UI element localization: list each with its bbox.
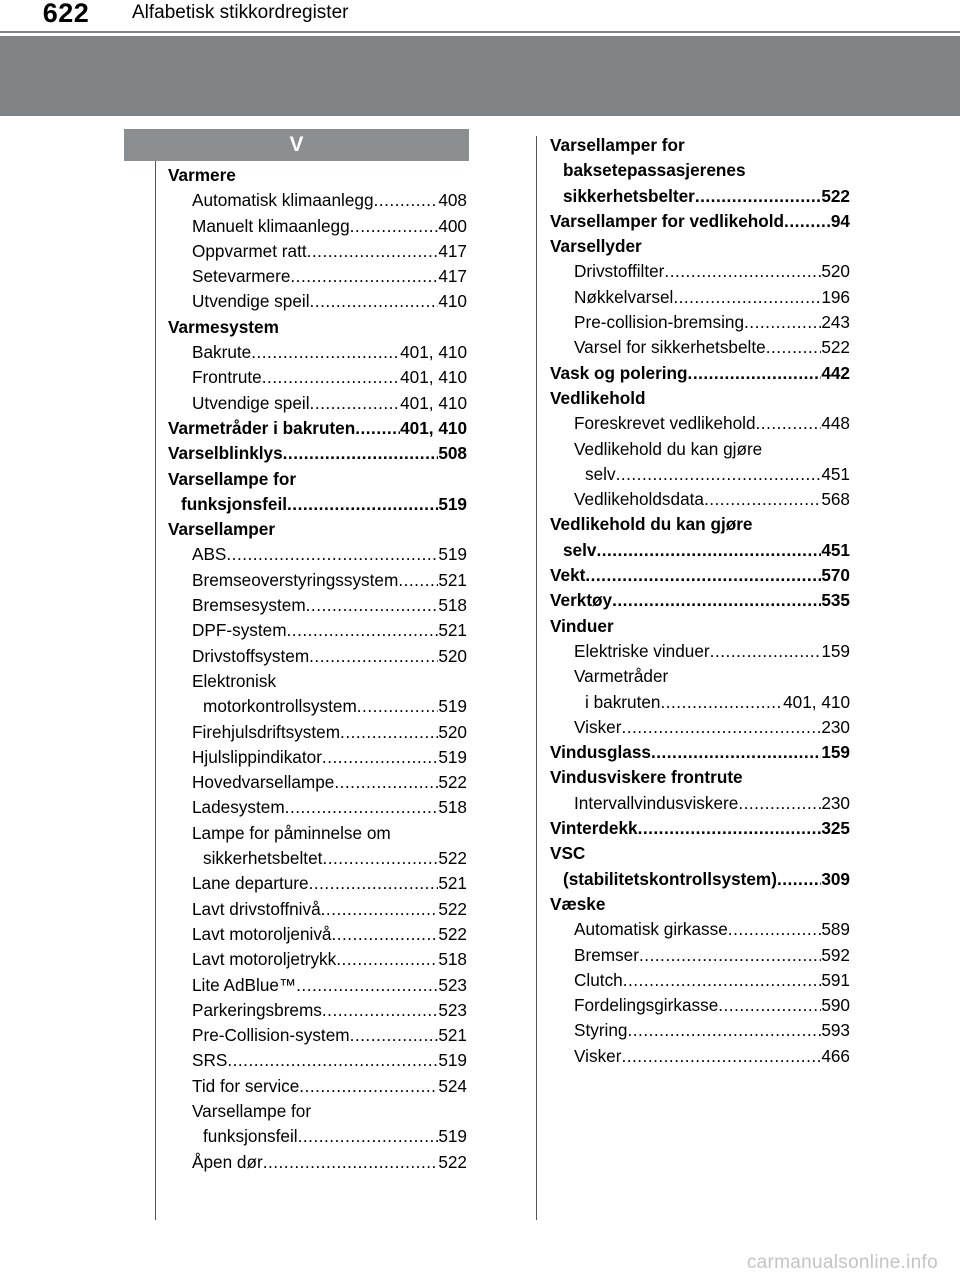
- index-entry: [550, 361, 850, 386]
- index-entry: [550, 411, 850, 436]
- index-entry: [550, 310, 850, 335]
- dot-leader: [287, 492, 438, 517]
- index-entry: [168, 1074, 467, 1099]
- index-entry: [550, 437, 850, 462]
- entry-label: Foreskrevet vedlikehold: [574, 413, 756, 434]
- index-column-right: [550, 133, 850, 1069]
- dot-leader: [334, 770, 438, 795]
- entry-page-ref: 522: [821, 185, 850, 206]
- entry-label: Varsellyder: [550, 236, 642, 257]
- running-title: Alfabetisk stikkordregister: [132, 2, 349, 23]
- dot-leader: [263, 1150, 439, 1175]
- section-letter-heading: V: [124, 129, 469, 161]
- dot-leader: [298, 1124, 439, 1149]
- index-entry: [168, 1124, 467, 1149]
- dot-leader: [623, 968, 822, 993]
- entry-page-ref: 519: [438, 544, 467, 565]
- dot-leader: [306, 593, 439, 618]
- index-entry: [550, 1044, 850, 1069]
- dot-leader: [718, 993, 821, 1018]
- entry-page-ref: 522: [438, 898, 467, 919]
- entry-label: Lampe for påminnelse om: [192, 822, 391, 843]
- entry-label: SRS: [192, 1050, 228, 1071]
- entry-label: Clutch: [574, 969, 623, 990]
- entry-page-ref: 568: [821, 489, 850, 510]
- entry-page-ref: 230: [821, 792, 850, 813]
- entry-label: Vedlikehold: [550, 387, 646, 408]
- entry-label: Vindusglass: [550, 742, 651, 763]
- entry-label: Vinduer: [550, 615, 614, 636]
- entry-page-ref: 519: [438, 1050, 467, 1071]
- entry-page-ref: 448: [821, 413, 850, 434]
- dot-leader: [596, 538, 821, 563]
- entry-page-ref: 417: [438, 266, 467, 287]
- index-entry: [168, 1023, 467, 1048]
- entry-label: Varmetråder: [574, 666, 669, 687]
- dot-leader: [784, 209, 831, 234]
- entry-page-ref: 401, 410: [400, 417, 467, 438]
- entry-page-ref: 518: [438, 949, 467, 970]
- entry-page-ref: 522: [438, 772, 467, 793]
- entry-page-ref: 94: [830, 210, 850, 231]
- index-entry: [168, 922, 467, 947]
- entry-label: funksjonsfeil: [203, 1126, 298, 1147]
- dot-leader: [728, 917, 822, 942]
- index-entry: [168, 795, 467, 820]
- entry-page-ref: 400: [438, 215, 467, 236]
- dot-leader: [612, 588, 821, 613]
- dot-leader: [628, 1018, 822, 1043]
- dot-leader: [310, 289, 439, 314]
- entry-page-ref: 593: [821, 1020, 850, 1041]
- index-entry: [550, 867, 850, 892]
- index-entry: [550, 614, 850, 639]
- entry-label: Pre-Collision-system: [192, 1025, 350, 1046]
- dot-leader: [695, 184, 821, 209]
- entry-label: Varsellamper for: [550, 135, 685, 155]
- index-entry: [550, 234, 850, 259]
- dot-leader: [283, 441, 439, 466]
- entry-page-ref: 230: [821, 716, 850, 737]
- entry-page-ref: 417: [438, 240, 467, 261]
- entry-label: Styring: [574, 1020, 628, 1041]
- index-entry: [168, 315, 467, 340]
- entry-page-ref: 519: [438, 696, 467, 717]
- entry-page-ref: 522: [438, 1151, 467, 1172]
- index-entry: [550, 462, 850, 487]
- entry-page-ref: 401, 410: [783, 691, 850, 712]
- entry-page-ref: 524: [438, 1075, 467, 1096]
- entry-page-ref: 521: [438, 620, 467, 641]
- index-entry: [168, 391, 467, 416]
- entry-page-ref: 408: [438, 190, 467, 211]
- index-entry: [550, 158, 850, 183]
- dot-leader: [688, 361, 822, 386]
- entry-label: Hjulslippindikator: [192, 746, 322, 767]
- index-entry: [168, 239, 467, 264]
- entry-label: Vindusviskere frontrute: [550, 767, 743, 788]
- dot-leader: [340, 720, 438, 745]
- index-entry: [550, 588, 850, 613]
- entry-label: Utvendige speil: [192, 291, 310, 312]
- dot-leader: [296, 973, 438, 998]
- dot-leader: [287, 618, 439, 643]
- entry-page-ref: 196: [821, 286, 850, 307]
- entry-label: Elektronisk: [192, 670, 277, 691]
- dot-leader: [336, 947, 438, 972]
- index-entry: [168, 593, 467, 618]
- entry-label: Nøkkelvarsel: [574, 286, 674, 307]
- dot-leader: [310, 391, 401, 416]
- index-entry: [550, 993, 850, 1018]
- entry-label: selv: [585, 463, 616, 484]
- entry-label: Manuelt klimaanlegg: [192, 215, 350, 236]
- index-entry: [168, 289, 467, 314]
- entry-label: Varmere: [168, 165, 236, 185]
- entry-label: Parkeringsbrems: [192, 999, 322, 1020]
- index-entry: [168, 365, 467, 390]
- entry-label: Verktøy: [550, 590, 613, 611]
- index-entry: [168, 214, 467, 239]
- index-entry: [168, 264, 467, 289]
- index-entry: [550, 740, 850, 765]
- dot-leader: [639, 943, 821, 968]
- index-entry: [168, 416, 467, 441]
- index-entry: [168, 542, 467, 567]
- index-entry: [168, 492, 467, 517]
- entry-label: Vekt: [550, 565, 586, 586]
- entry-label: Drivstoffilter: [574, 261, 665, 282]
- dot-leader: [307, 239, 439, 264]
- dot-leader: [621, 1044, 821, 1069]
- entry-label: i bakruten: [585, 691, 661, 712]
- entry-label: Automatisk klimaanlegg: [192, 190, 374, 211]
- index-entry: [550, 209, 850, 234]
- dot-leader: [673, 285, 821, 310]
- page-number: 622: [42, 0, 90, 28]
- entry-label: (stabilitetskontrollsystem): [563, 868, 777, 889]
- entry-label: Vask og polering: [550, 362, 688, 383]
- entry-page-ref: 590: [821, 995, 850, 1016]
- entry-label: Fordelingsgirkasse: [574, 995, 719, 1016]
- index-entry: [168, 1150, 467, 1175]
- index-entry: [550, 816, 850, 841]
- index-entry: [168, 694, 467, 719]
- index-entry: [550, 690, 850, 715]
- index-entry: [550, 664, 850, 689]
- index-entry: [550, 943, 850, 968]
- entry-page-ref: 159: [821, 640, 850, 661]
- index-entry: [550, 335, 850, 360]
- dot-leader: [738, 791, 821, 816]
- dot-leader: [585, 563, 821, 588]
- entry-label: Varsel for sikkerhetsbelte: [574, 337, 766, 358]
- dot-leader: [350, 1023, 439, 1048]
- dot-leader: [616, 462, 822, 487]
- dot-leader: [660, 690, 783, 715]
- entry-page-ref: 589: [821, 919, 850, 940]
- entry-page-ref: 401, 410: [400, 342, 467, 363]
- entry-label: Tid for service: [192, 1075, 300, 1096]
- index-entry: [550, 487, 850, 512]
- entry-page-ref: 591: [821, 969, 850, 990]
- entry-label: Varsellampe for: [192, 1100, 312, 1121]
- index-entry: [550, 892, 850, 917]
- dot-leader: [322, 998, 438, 1023]
- dot-leader: [227, 1048, 438, 1073]
- index-entry: [168, 618, 467, 643]
- entry-label: Bakrute: [192, 342, 252, 363]
- entry-page-ref: 520: [438, 645, 467, 666]
- entry-page-ref: 519: [438, 1126, 467, 1147]
- entry-label: Lane departure: [192, 873, 309, 894]
- entry-page-ref: 401, 410: [400, 392, 467, 413]
- index-entry: [550, 184, 850, 209]
- dot-leader: [374, 188, 439, 213]
- entry-label: Pre-collision-bremsing: [574, 312, 745, 333]
- entry-label: Vedlikehold du kan gjøre: [550, 514, 753, 535]
- entry-page-ref: 523: [438, 999, 467, 1020]
- index-entry: [550, 133, 850, 158]
- middle-column-rule: [536, 136, 537, 1220]
- index-entry: [550, 841, 850, 866]
- entry-page-ref: 466: [821, 1045, 850, 1066]
- index-entry: [168, 897, 467, 922]
- index-entry: [550, 765, 850, 790]
- entry-label: Bremser: [574, 944, 639, 965]
- dot-leader: [309, 644, 438, 669]
- entry-label: Setevarmere: [192, 266, 291, 287]
- dot-leader: [756, 411, 822, 436]
- entry-page-ref: 159: [821, 742, 850, 763]
- index-entry: [168, 998, 467, 1023]
- dot-leader: [704, 487, 821, 512]
- entry-page-ref: 592: [821, 944, 850, 965]
- entry-page-ref: 522: [438, 848, 467, 869]
- entry-label: Utvendige speil: [192, 392, 310, 413]
- entry-label: Lavt drivstoffnivå: [192, 898, 321, 919]
- index-entry: [550, 259, 850, 284]
- dot-leader: [651, 740, 821, 765]
- entry-page-ref: 570: [821, 565, 850, 586]
- entry-page-ref: 521: [438, 873, 467, 894]
- dot-leader: [398, 568, 438, 593]
- index-entry: [168, 871, 467, 896]
- entry-page-ref: 519: [438, 746, 467, 767]
- entry-label: DPF-system: [192, 620, 287, 641]
- entry-page-ref: 535: [821, 590, 850, 611]
- index-entry: [550, 1018, 850, 1043]
- entry-label: Lavt motoroljetrykk: [192, 949, 337, 970]
- index-entry: [168, 973, 467, 998]
- entry-page-ref: 325: [821, 818, 850, 839]
- dot-leader: [322, 846, 438, 871]
- header-banner: [0, 36, 960, 116]
- dot-leader: [322, 745, 438, 770]
- entry-label: Åpen dør: [192, 1151, 263, 1172]
- index-entry: [168, 720, 467, 745]
- index-entry: [168, 644, 467, 669]
- entry-label: Frontrute: [192, 367, 262, 388]
- index-entry: [168, 770, 467, 795]
- index-entry: [550, 791, 850, 816]
- entry-page-ref: 521: [438, 1025, 467, 1046]
- entry-page-ref: 522: [821, 337, 850, 358]
- index-entry: [550, 563, 850, 588]
- dot-leader: [299, 1074, 438, 1099]
- entry-label: Vinterdekk: [550, 818, 638, 839]
- entry-page-ref: 442: [821, 362, 850, 383]
- entry-label: Hovedvarsellampe: [192, 772, 335, 793]
- dot-leader: [664, 259, 821, 284]
- entry-page-ref: 521: [438, 569, 467, 590]
- dot-leader: [251, 340, 400, 365]
- entry-label: Varmesystem: [168, 316, 279, 337]
- entry-label: sikkerhetsbelter: [563, 185, 695, 206]
- entry-label: Intervallvindusviskere: [574, 792, 739, 813]
- dot-leader: [262, 365, 400, 390]
- index-entry: [168, 163, 467, 188]
- index-entry: [168, 846, 467, 871]
- index-entry: [168, 1048, 467, 1073]
- entry-label: Varmetråder i bakruten: [168, 417, 356, 438]
- page-header: [0, 0, 960, 28]
- dot-leader: [355, 416, 400, 441]
- index-column-left: [168, 163, 467, 1175]
- index-entry: [168, 821, 467, 846]
- header-divider: [0, 31, 960, 33]
- dot-leader: [226, 542, 438, 567]
- entry-label: Lite AdBlue™: [192, 974, 297, 995]
- entry-label: Varselblinklys: [168, 443, 283, 464]
- index-entry: [168, 188, 467, 213]
- index-entry: [550, 968, 850, 993]
- dot-leader: [309, 871, 439, 896]
- entry-page-ref: 401, 410: [400, 367, 467, 388]
- entry-label: Ladesystem: [192, 797, 285, 818]
- entry-label: motorkontrollsystem: [203, 696, 357, 717]
- entry-page-ref: 243: [821, 312, 850, 333]
- index-entry: [168, 467, 467, 492]
- entry-label: Drivstoffsystem: [192, 645, 310, 666]
- index-entry: [550, 639, 850, 664]
- entry-label: sikkerhetsbeltet: [203, 848, 323, 869]
- dot-leader: [350, 214, 439, 239]
- entry-label: VSC: [550, 843, 586, 864]
- index-entry: [550, 386, 850, 411]
- entry-page-ref: 518: [438, 595, 467, 616]
- index-entry: [550, 538, 850, 563]
- entry-label: Bremsesystem: [192, 595, 306, 616]
- entry-label: Varsellamper: [168, 519, 276, 540]
- entry-label: baksetepassasjerenes: [563, 160, 746, 181]
- entry-label: Visker: [574, 1045, 622, 1066]
- index-entry: [168, 340, 467, 365]
- entry-label: funksjonsfeil: [181, 493, 288, 514]
- entry-page-ref: 451: [821, 463, 850, 484]
- index-entry: [550, 917, 850, 942]
- dot-leader: [710, 639, 822, 664]
- watermark: carmanualsonline.info: [746, 1252, 938, 1273]
- dot-leader: [357, 694, 439, 719]
- dot-leader: [285, 795, 439, 820]
- entry-page-ref: 309: [821, 868, 850, 889]
- entry-page-ref: 410: [438, 291, 467, 312]
- entry-label: Visker: [574, 716, 622, 737]
- entry-label: Væske: [550, 893, 606, 914]
- entry-label: Varsellamper for vedlikehold: [550, 210, 785, 231]
- entry-label: Elektriske vinduer: [574, 640, 710, 661]
- entry-page-ref: 520: [438, 721, 467, 742]
- index-entry: [168, 568, 467, 593]
- entry-label: Automatisk girkasse: [574, 919, 728, 940]
- index-entry: [550, 715, 850, 740]
- dot-leader: [744, 310, 821, 335]
- entry-page-ref: 522: [438, 923, 467, 944]
- dot-leader: [321, 897, 439, 922]
- index-entry: [550, 285, 850, 310]
- index-entry: [168, 947, 467, 972]
- left-column-rule: [155, 161, 156, 1220]
- dot-leader: [777, 867, 821, 892]
- entry-label: Varsellampe for: [168, 468, 297, 489]
- index-entry: [168, 669, 467, 694]
- index-entry: [168, 745, 467, 770]
- dot-leader: [638, 816, 822, 841]
- entry-page-ref: 508: [438, 443, 467, 464]
- entry-page-ref: 520: [821, 261, 850, 282]
- dot-leader: [331, 922, 438, 947]
- entry-label: Firehjulsdriftsystem: [192, 721, 341, 742]
- index-entry: [168, 1099, 467, 1124]
- dot-leader: [621, 715, 821, 740]
- entry-label: Oppvarmet ratt: [192, 240, 307, 261]
- index-entry: [168, 441, 467, 466]
- entry-page-ref: 451: [821, 539, 850, 560]
- entry-label: ABS: [192, 544, 227, 565]
- entry-label: Bremseoverstyringssystem: [192, 569, 399, 590]
- entry-page-ref: 523: [438, 974, 467, 995]
- entry-label: selv: [563, 539, 597, 560]
- dot-leader: [766, 335, 822, 360]
- entry-page-ref: 519: [438, 493, 467, 514]
- dot-leader: [290, 264, 438, 289]
- index-entry: [168, 517, 467, 542]
- entry-label: Vedlikehold du kan gjøre: [574, 438, 763, 459]
- index-entry: [550, 512, 850, 537]
- entry-label: Vedlikeholdsdata: [574, 489, 704, 510]
- entry-page-ref: 518: [438, 797, 467, 818]
- entry-label: Lavt motoroljenivå: [192, 923, 332, 944]
